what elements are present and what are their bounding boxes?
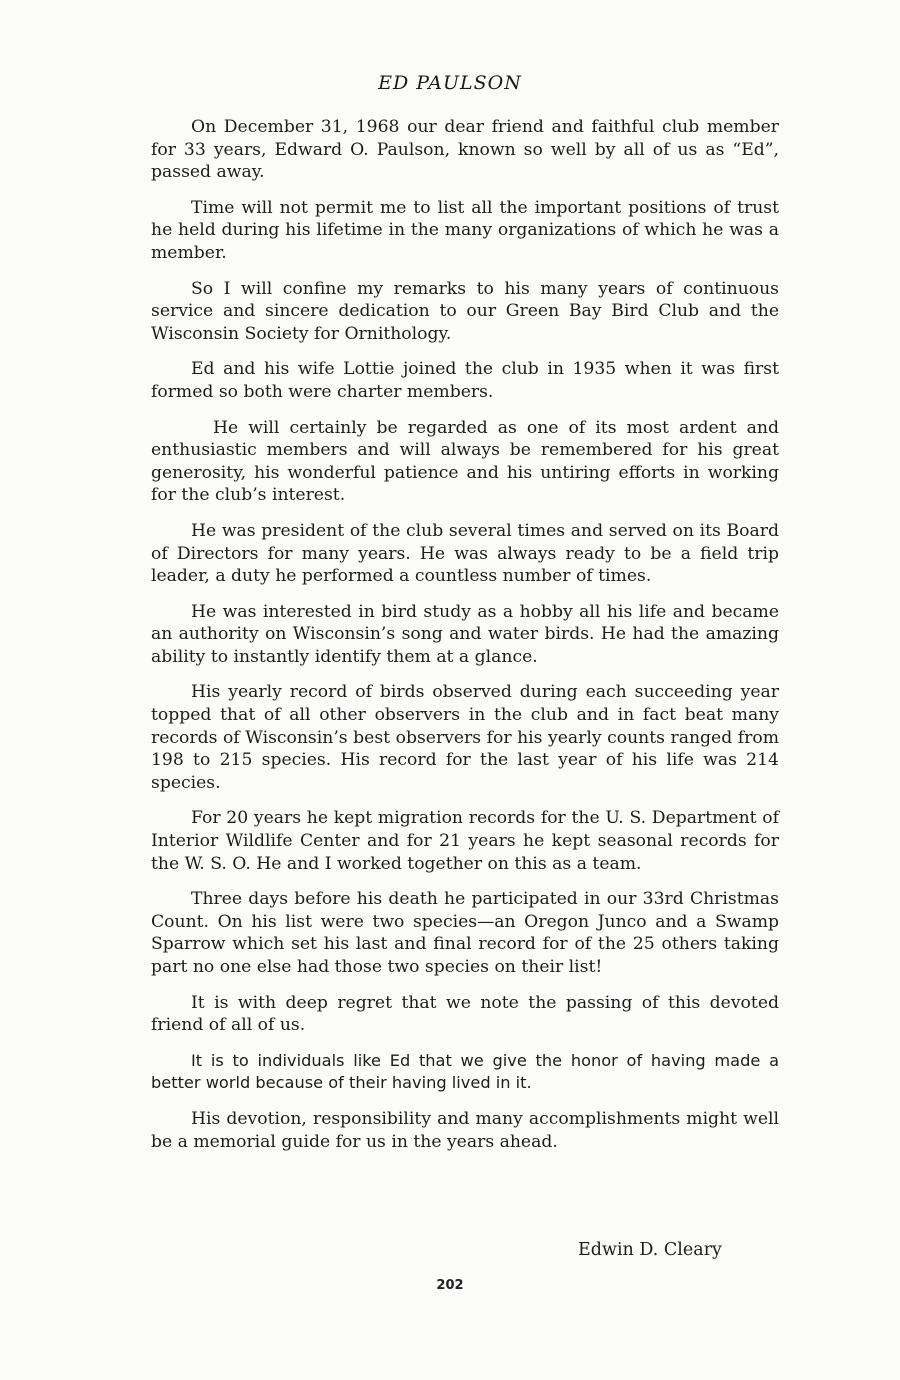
paragraph: He was interested in bird study as a hobby all his life and became an authority on Wisconsin’s song and water birds. He had the amazing ability to instantly identify them at a glance. [151,601,779,667]
paragraph: He will certainly be regarded as one of its most ardent and enthusiastic members and will always be remembered for his great generosity, his wonderful patience and his untiring efforts in working for the club’s interest. [151,417,779,506]
paragraph: Three days before his death he participated in our 33rd Christmas Count. On his list were two species—an Oregon Junco and a Swamp Sparrow which set his last and final record for of the 25 others taking part no one else had those two species on their list! [151,889,779,977]
paragraph: His yearly record of birds observed during each succeeding year topped that of all other observers in the club and in fact beat many records of Wisconsin’s best observers for his yearly counts ranged from 198 to 215 species. His record for the last year of his life was 214 species. [151,682,779,793]
paragraph: His devotion, responsibility and many accomplishments might well be a memorial guide for us in the years ahead. [151,1108,779,1152]
paragraph: So I will confine my remarks to his many years of continuous service and sincere dedication to our Green Bay Bird Club and the Wisconsin Society for Ornithology. [151,278,779,344]
paragraph: It is with deep regret that we note the passing of this devoted friend of all of us. [151,992,779,1036]
author-signature: Edwin D. Cleary [578,1240,722,1260]
paragraph: It is to individuals like Ed that we give the honor of having made a better world because of their having lived in it. [151,1050,779,1093]
paragraph: Time will not permit me to list all the important positions of trust he held during his lifetime in the many organizations of which he was a member. [151,197,779,263]
paragraph: For 20 years he kept migration records for the U. S. Department of Interior Wildlife Center and for 21 years he kept seasonal records for the W. S. O. He and I worked together on this as a team. [151,808,779,874]
paragraph: Ed and his wife Lottie joined the club in 1935 when it was first formed so both were charter members. [151,359,779,402]
page-number: 202 [436,1278,464,1293]
paragraph: He was president of the club several times and served on its Board of Directors for many years. He was always ready to be a field trip leader, a duty he performed a countless number of times. [151,520,779,587]
paragraph: On December 31, 1968 our dear friend and faithful club member for 33 years, Edward O. Paulson, known so well by all of us as “Ed”, passed away. [151,117,779,183]
article-body [151,116,779,1166]
page-title: ED PAULSON [378,72,522,94]
